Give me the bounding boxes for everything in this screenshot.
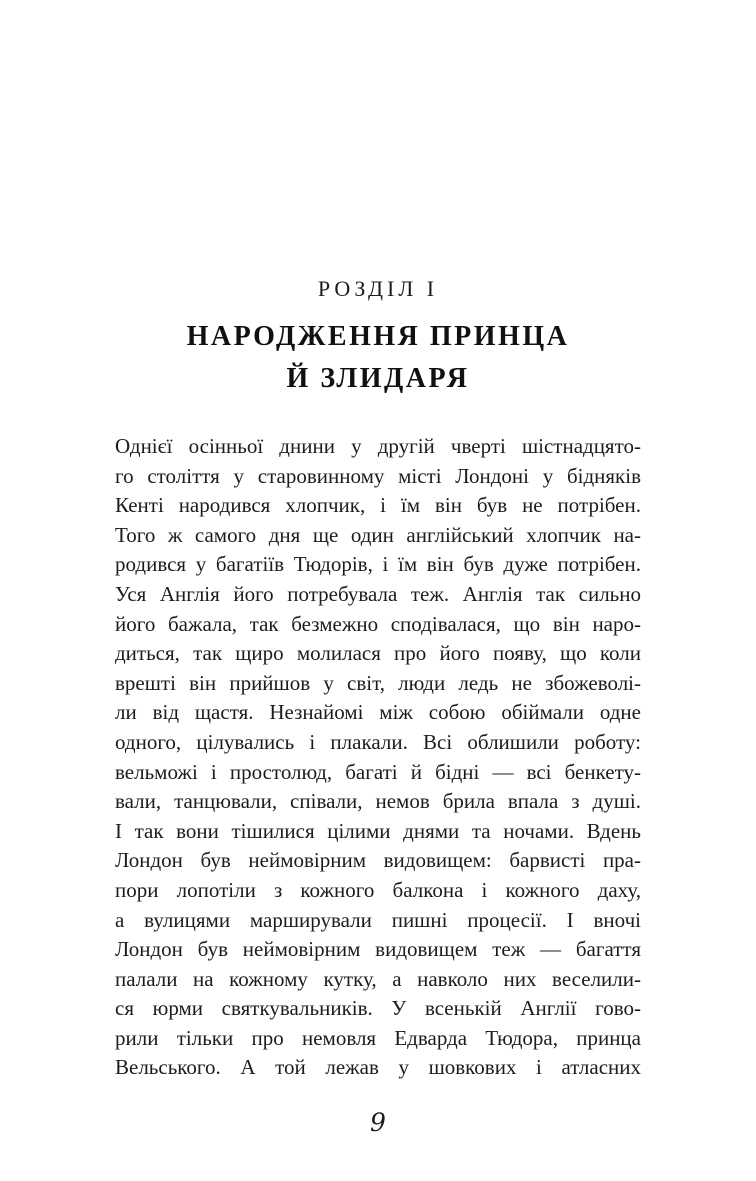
page-number: 9: [370, 1108, 386, 1137]
text-line: І так вони тішилися цілими днями та ночами. Вдень: [115, 818, 641, 843]
text-line: Лондон був неймовірним видовищем теж — багаття: [115, 937, 641, 962]
text-line: пори лопотіли з кожного балкона і кожного даху,: [115, 877, 641, 902]
text-line: палали на кожному кутку, а навколо них веселили-: [115, 966, 641, 991]
text-line: врешті він прийшов у світ, люди ледь не збожеволі-: [115, 670, 641, 695]
text-line: Вельського. А той лежав у шовкових і атласних: [115, 1055, 641, 1080]
body-text: [115, 432, 641, 1083]
text-line: вельможі і простолюд, багаті й бідні — всі бенкету-: [115, 759, 641, 784]
text-line: а вулицями марширували пишні процесії. І вночі: [115, 907, 641, 932]
text-line: Кенті народився хлопчик, і їм він був не потрібен.: [115, 493, 641, 518]
text-line: Лондон був неймовірним видовищем: барвисті пра-: [115, 848, 641, 873]
chapter-title: [0, 316, 756, 400]
text-line: рили тільки про немовля Едварда Тюдора, принца: [115, 1025, 641, 1050]
text-line: вали, танцювали, співали, немов брила впала з душі.: [115, 789, 641, 814]
text-line: го століття у старовинному місті Лондоні у бідняків: [115, 463, 641, 488]
text-line: одного, цілувались і плакали. Всі облишили роботу:: [115, 729, 641, 754]
text-line: ся юрми святкувальників. У всенькій Англії гово-: [115, 996, 641, 1021]
text-line: його бажала, так безмежно сподівалася, що він наро-: [115, 611, 641, 636]
text-line: Того ж самого дня ще один англійський хлопчик на-: [115, 522, 641, 547]
chapter-title-line-2: Й ЗЛИДАРЯ: [286, 363, 470, 394]
text-line: родився у багатіїв Тюдорів, і їм він був дуже потрібен.: [115, 552, 641, 577]
text-line: диться, так щиро молилася про його появу, що коли: [115, 641, 641, 666]
chapter-label: РОЗДІЛ I: [317, 276, 439, 301]
text-line: Однієї осінньої днини у другій чверті шістнадцято-: [115, 434, 641, 458]
chapter-title-line-1: НАРОДЖЕННЯ ПРИНЦА: [186, 321, 570, 352]
text-line: ли від щастя. Незнайомі між собою обіймали одне: [115, 700, 641, 725]
text-line: Уся Англія його потребувала теж. Англія так сильно: [115, 581, 641, 606]
